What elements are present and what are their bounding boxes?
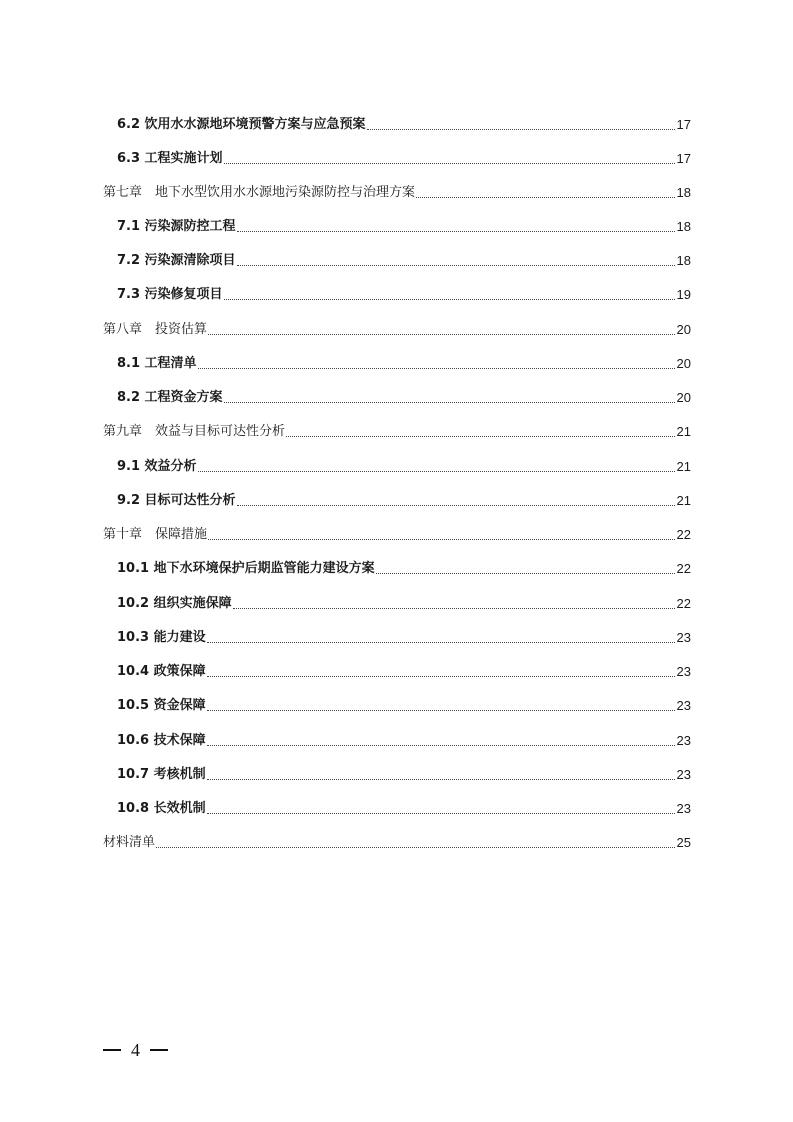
toc-entry-page: 21 [676,459,691,474]
toc-entry-page: 20 [676,322,691,337]
toc-entry-page: 18 [676,185,691,200]
toc-entry-title: 10.6 技术保障 [117,733,206,748]
toc-entry-title: 材料清单 [103,835,156,850]
toc-entry[interactable] [117,765,691,785]
page-number: 4 [131,1039,140,1060]
toc-chapter-entry[interactable] [103,422,691,442]
toc-entry-page: 20 [676,390,691,405]
toc-entry-page: 23 [676,767,691,782]
toc-entry-page: 20 [676,356,691,371]
toc-entry-title: 7.1 污染源防控工程 [117,219,236,234]
toc-entry[interactable] [117,149,691,169]
toc-entry-page: 23 [676,630,691,645]
toc-entry-title: 8.2 工程资金方案 [117,390,223,405]
toc-entry-title: 7.3 污染修复项目 [117,287,223,302]
toc-entry[interactable] [117,388,691,408]
toc-entry[interactable] [117,251,691,271]
toc-entry-page: 22 [676,561,691,576]
toc-entry-title: 8.1 工程清单 [117,356,197,371]
toc-entry[interactable] [117,457,691,477]
toc-entry-title: 10.8 长效机制 [117,801,206,816]
dot-leader [224,299,675,300]
dot-leader [237,231,675,232]
toc-entry-page: 23 [676,698,691,713]
toc-entry-page: 21 [676,424,691,439]
toc-entry-page: 22 [676,527,691,542]
toc-entry-title: 10.1 地下水环境保护后期监管能力建设方案 [117,561,375,576]
dot-leader [198,368,675,369]
toc-entry-page: 17 [676,117,691,132]
dot-leader [207,710,675,711]
toc-entry[interactable] [117,285,691,305]
toc-chapter-entry[interactable] [103,320,691,340]
dot-leader [286,436,675,437]
dot-leader [207,745,675,746]
toc-entry-page: 23 [676,664,691,679]
toc-chapter-entry[interactable] [103,833,691,853]
toc-entry-title: 7.2 污染源清除项目 [117,253,236,268]
toc-entry-page: 18 [676,253,691,268]
toc-entry[interactable] [117,491,691,511]
dot-leader [237,505,675,506]
page-footer [103,1038,168,1062]
toc-entry-title: 6.2 饮用水水源地环境预警方案与应急预案 [117,117,366,132]
toc-entry-page: 19 [676,287,691,302]
toc-entry[interactable] [117,731,691,751]
toc-entry[interactable] [117,594,691,614]
toc-entry-title: 10.3 能力建设 [117,630,206,645]
toc-entry-title: 第八章 投资估算 [103,322,208,337]
toc-entry-page: 17 [676,151,691,166]
toc-chapter-entry[interactable] [103,183,691,203]
dot-leader [207,813,675,814]
toc-chapter-entry[interactable] [103,525,691,545]
toc-entry-title: 9.1 效益分析 [117,459,197,474]
dot-leader [207,642,675,643]
dot-leader [416,197,675,198]
toc-entry-page: 23 [676,733,691,748]
dot-leader [208,539,675,540]
toc-entry-page: 18 [676,219,691,234]
dot-leader [237,265,675,266]
toc-entry-title: 第十章 保障措施 [103,527,208,542]
toc-entry-title: 10.4 政策保障 [117,664,206,679]
dot-leader [156,847,675,848]
toc-entry-title: 第九章 效益与目标可达性分析 [103,424,286,439]
dot-leader [198,471,675,472]
footer-dash-right [150,1049,168,1051]
toc-entry-title: 10.5 资金保障 [117,698,206,713]
toc-entry-title: 第七章 地下水型饮用水水源地污染源防控与治理方案 [103,185,416,200]
toc-entry[interactable] [117,354,691,374]
toc-entry[interactable] [117,559,691,579]
toc-entry-title: 10.7 考核机制 [117,767,206,782]
toc-entry-page: 25 [676,835,691,850]
dot-leader [207,779,675,780]
toc-entry-title: 6.3 工程实施计划 [117,151,223,166]
dot-leader [208,334,675,335]
toc-entry-title: 10.2 组织实施保障 [117,596,232,611]
toc-entry[interactable] [117,217,691,237]
toc-entry[interactable] [117,799,691,819]
toc-entry[interactable] [117,662,691,682]
dot-leader [224,402,675,403]
footer-dash-left [103,1049,121,1051]
toc-entry-page: 23 [676,801,691,816]
toc-entry[interactable] [117,696,691,716]
dot-leader [376,573,675,574]
toc-entry[interactable] [117,628,691,648]
dot-leader [207,676,675,677]
dot-leader [233,608,675,609]
dot-leader [367,129,675,130]
toc-entry-title: 9.2 目标可达性分析 [117,493,236,508]
toc-entry-page: 21 [676,493,691,508]
toc-entry-page: 22 [676,596,691,611]
dot-leader [224,163,675,164]
toc-entry[interactable] [117,115,691,135]
